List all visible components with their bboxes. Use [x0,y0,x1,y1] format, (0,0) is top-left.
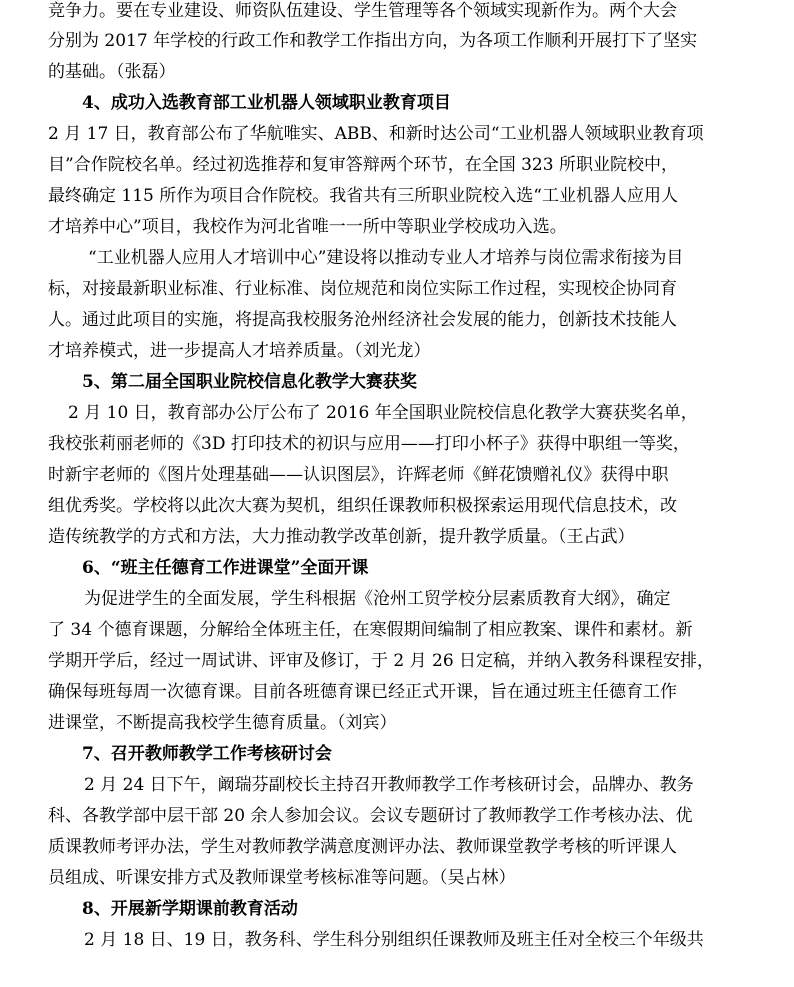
paragraph-line: 学期开学后，经过一周试讲、评审及修订，于 2 月 26 日定稿，并纳入教务科课程安排， [48,651,715,671]
paragraph-line: 目”合作院校名单。经过初选推荐和复审答辩两个环节，在全国 323 所职业院校中， [48,155,678,175]
section-heading: 8、开展新学期课前教育活动 [82,899,298,919]
paragraph-line: 才培养模式，进一步提高人才培养质量。（刘光龙） [48,341,431,361]
paragraph-line: 科、各教学部中层干部 20 余人参加会议。会议专题研讨了教师教学工作考核办法、优 [48,806,693,826]
paragraph-line: 人。通过此项目的实施，将提高我校服务沧州经济社会发展的能力，创新技术技能人 [48,310,677,330]
paragraph-line: 标，对接最新职业标准、行业标准、岗位规范和岗位实际工作过程，实现校企协同育 [48,279,677,299]
paragraph-line: 员组成、听课安排方式及教师课堂考核标准等问题。（吴占林） [48,868,516,888]
paragraph-line: 了 34 个德育课题，分解给全体班主任，在寒假期间编制了相应教案、课件和素材。新 [48,620,693,640]
paragraph-line: 最终确定 115 所作为项目合作院校。我省共有三所职业院校入选“工业机器人应用人 [48,186,678,206]
paragraph-line: 2 月 10 日，教育部办公厅公布了 2016 年全国职业院校信息化教学大赛获奖名单， [68,403,698,423]
paragraph-line: 2 月 17 日，教育部公布了华航唯实、ABB、和新时达公司“工业机器人领域职业教育项 [48,124,704,144]
section-heading: 7、召开教师教学工作考核研讨会 [82,744,332,764]
paragraph-line: 时新宇老师的《图片处理基础——认识图层》，许辉老师《鲜花馈赠礼仪》获得中职 [48,465,669,485]
paragraph-line: 造传统教学的方式和方法，大力推动教学改革创新，提升教学质量。（王占武） [48,527,635,547]
paragraph-line: 的基础。（张磊） [48,62,176,82]
paragraph-line: 才培养中心”项目，我校作为河北省唯一一所中等职业学校成功入选。 [48,217,567,237]
paragraph-line: 竞争力。要在专业建设、师资队伍建设、学生管理等各个领域实现新作为。两个大会 [48,1,677,21]
paragraph-line: “工业机器人应用人才培训中心”建设将以推动专业人才培养与岗位需求衔接为目 [88,248,684,268]
section-heading: 6、“班主任德育工作进课堂”全面开课 [82,558,369,578]
paragraph-line: 确保每班每周一次德育课。目前各班德育课已经正式开课，旨在通过班主任德育工作 [48,682,677,702]
paragraph-line: 2 月 18 日、19 日，教务科、学生科分别组织任课教师及班主任对全校三个年级共 [84,930,704,950]
section-heading: 5、第二届全国职业院校信息化教学大赛获奖 [82,372,417,392]
paragraph-line: 进课堂，不断提高我校学生德育质量。（刘宾） [48,713,397,733]
section-heading: 4、成功入选教育部工业机器人领域职业教育项目 [82,93,451,113]
document-page [48,0,748,956]
paragraph-line: 组优秀奖。学校将以此次大赛为契机，组织任课教师积极探索运用现代信息技术，改 [48,496,677,516]
paragraph-line: 为促进学生的全面发展，学生科根据《沧州工贸学校分层素质教育大纲》，确定 [84,589,671,609]
paragraph-line: 分别为 2017 年学校的行政工作和教学工作指出方向，为各项工作顺利开展打下了坚实 [48,31,698,51]
paragraph-line: 我校张莉丽老师的《3D 打印技术的初识与应用——打印小杯子》获得中职组一等奖， [48,434,690,454]
paragraph-line: 2 月 24 日下午，阚瑞芬副校长主持召开教师教学工作考核研讨会，品牌办、教务 [84,775,694,795]
paragraph-line: 质课教师考评办法，学生对教师教学满意度测评办法、教师课堂教学考核的听评课人 [48,837,677,857]
